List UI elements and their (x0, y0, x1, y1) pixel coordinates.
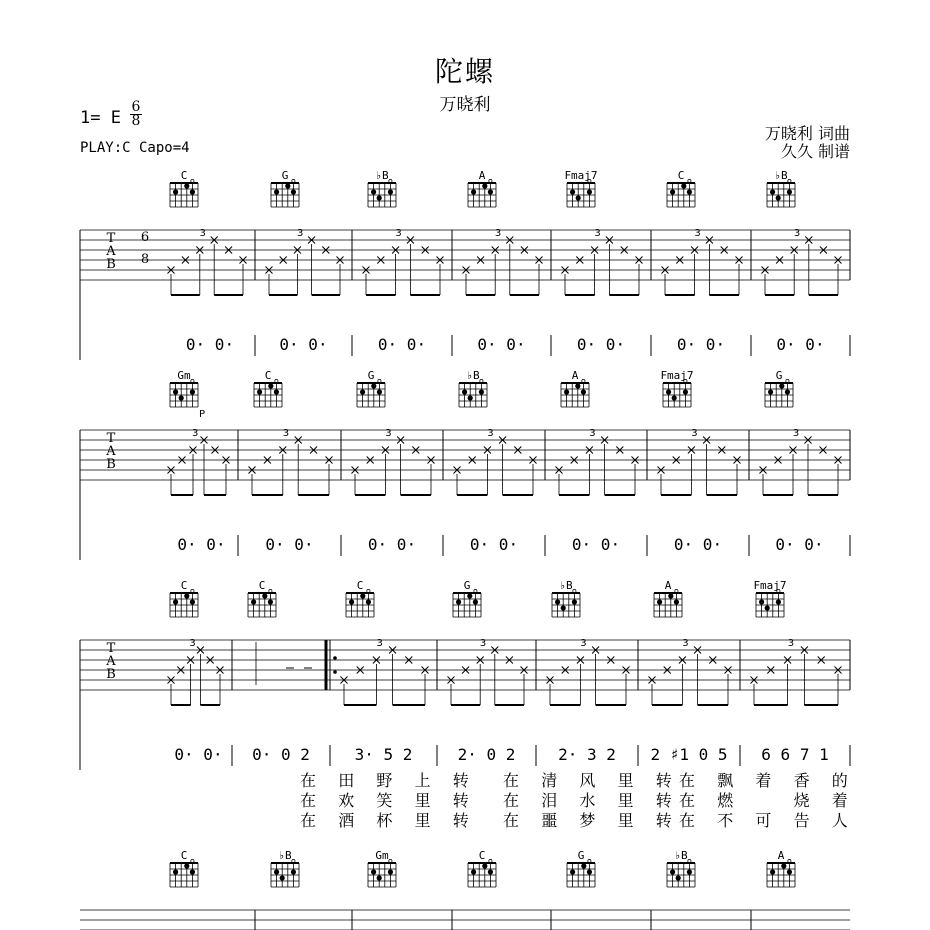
chord-diagram (567, 849, 595, 887)
finger-dot (349, 599, 354, 604)
fret-number: 3 (395, 228, 402, 239)
finger-dot (672, 395, 677, 400)
tab-letter: B (106, 457, 116, 472)
finger-dot (787, 869, 792, 874)
lyric-char: 在 (502, 791, 520, 810)
lyric-char: 着 (831, 791, 848, 810)
finger-dot (471, 189, 476, 194)
finger-dot (184, 863, 189, 868)
score-row (80, 169, 850, 360)
chord-diagram (765, 369, 793, 407)
capo-info: PLAY:C Capo=4 (80, 140, 190, 156)
fret-number: 3 (691, 428, 698, 439)
finger-dot (488, 189, 493, 194)
lyric-char: 在 (299, 791, 317, 810)
tab-letter: T (106, 641, 116, 656)
finger-dot (262, 593, 267, 598)
jianpu-measure: 0· 0· (477, 335, 526, 354)
finger-dot (388, 189, 393, 194)
lyric-char: 转 (655, 771, 672, 790)
finger-dot (473, 599, 478, 604)
chord-name: ♭B (375, 169, 389, 182)
finger-dot (173, 389, 178, 394)
finger-dot (360, 389, 365, 394)
chord-name: C (180, 579, 188, 592)
repeat-dot (333, 656, 337, 660)
finger-dot (781, 863, 786, 868)
pull-off-label: P (198, 409, 206, 420)
finger-dot (377, 195, 382, 200)
fret-number: 3 (192, 428, 199, 439)
chord-diagram (753, 579, 786, 617)
lyric-char: 转 (655, 791, 672, 810)
lyric-char: 笑 (376, 791, 393, 810)
fret-number: 3 (479, 638, 487, 649)
fret-number: 3 (282, 428, 290, 439)
chord-name: ♭B (674, 849, 688, 862)
finger-dot (456, 599, 461, 604)
finger-dot (371, 383, 376, 388)
finger-dot (687, 869, 692, 874)
finger-dot (581, 389, 586, 394)
lyric-char: 在 (299, 811, 317, 830)
fret-number: 3 (385, 428, 392, 439)
finger-dot (561, 605, 566, 610)
chord-diagram (459, 369, 487, 407)
tab-timesig-top: 6 (140, 230, 150, 245)
chord-diagram (767, 849, 795, 887)
jianpu-measure: 0· 0· (377, 335, 427, 354)
jianpu-measure: 6 6 7 1 (761, 745, 829, 764)
fret-number: 3 (297, 228, 304, 239)
jianpu-measure: 2· 3 2 (558, 745, 616, 764)
fret-number: 3 (494, 228, 502, 239)
finger-dot (670, 869, 675, 874)
lyric-char: 香 (793, 771, 810, 790)
chord-diagram (357, 369, 385, 407)
lyric-char: 梦 (579, 811, 596, 830)
lyric-char: 在 (502, 771, 520, 790)
finger-dot (268, 599, 273, 604)
fret-number: 3 (787, 638, 795, 649)
finger-dot (173, 189, 178, 194)
chord-diagram (368, 849, 396, 887)
jianpu-measure: 0· 0· (469, 535, 519, 554)
chord-diagram (170, 579, 198, 617)
jianpu-measure: 0· 0· (676, 335, 726, 354)
lyric-char: 在 (678, 811, 696, 830)
fret-number: 3 (792, 428, 800, 439)
tab-letter: T (106, 431, 116, 446)
lyric-char: 水 (579, 791, 596, 810)
finger-dot (576, 195, 581, 200)
fret-number: 3 (199, 228, 206, 239)
chord-diagram (561, 369, 589, 407)
chord-diagram (170, 369, 198, 407)
chord-diagram (271, 849, 299, 887)
lyric-char: 田 (338, 771, 355, 790)
fret-number: 3 (189, 638, 196, 649)
jianpu-measure: 0· 0· (367, 535, 417, 554)
chord-diagram (468, 849, 496, 887)
chord-name: G (463, 579, 471, 592)
finger-dot (251, 599, 256, 604)
finger-dot (770, 189, 775, 194)
tab-letter: A (106, 244, 116, 259)
chord-diagram (453, 579, 481, 617)
chord-diagram (552, 579, 580, 617)
finger-dot (268, 383, 273, 388)
fret-number: 3 (589, 428, 596, 439)
chord-name: ♭B (559, 579, 573, 592)
tab-timesig-bottom: 8 (140, 252, 150, 267)
lyric-char: 在 (678, 791, 696, 810)
jianpu-measure: 2· 0 2 (457, 745, 516, 764)
chord-name: A (777, 849, 785, 862)
chord-name: G (367, 369, 375, 382)
finger-dot (687, 189, 692, 194)
tab-letter: A (106, 654, 116, 669)
finger-dot (776, 195, 781, 200)
finger-dot (173, 599, 178, 604)
lyric-char: 风 (579, 771, 596, 790)
lyric-char: 转 (452, 791, 469, 810)
jianpu-measure: 0· 0· (177, 535, 226, 554)
fret-number: 3 (682, 638, 689, 649)
chord-diagram (564, 169, 597, 207)
jianpu-measure: 0· 0 2 (252, 745, 310, 764)
finger-dot (570, 189, 575, 194)
finger-dot (779, 383, 784, 388)
finger-dot (291, 189, 296, 194)
finger-dot (570, 869, 575, 874)
lyric-char: 可 (755, 811, 772, 830)
lyric-char: 清 (541, 771, 558, 790)
finger-dot (765, 605, 770, 610)
fret-number: 3 (594, 228, 601, 239)
chord-diagram (654, 579, 682, 617)
chord-name: Fmaj7 (753, 579, 787, 592)
tab-letter: A (106, 444, 116, 459)
finger-dot (657, 599, 662, 604)
lyric-char: 烧 (793, 791, 810, 810)
lyric-char: 的 (831, 771, 848, 790)
finger-dot (587, 189, 592, 194)
finger-dot (482, 183, 487, 188)
finger-dot (787, 189, 792, 194)
lyric-char: 泪 (541, 791, 558, 810)
finger-dot (190, 189, 195, 194)
finger-dot (768, 389, 773, 394)
chord-diagram (368, 169, 396, 207)
finger-dot (785, 389, 790, 394)
finger-dot (467, 593, 472, 598)
lyric-char: 里 (617, 811, 634, 830)
lyric-char: 在 (299, 771, 317, 790)
jianpu-measure: 0· 0· (576, 335, 626, 354)
chord-diagram (667, 169, 695, 207)
chord-name: A (478, 169, 486, 182)
chord-name: C (264, 369, 272, 382)
lyric-char: 转 (452, 811, 469, 830)
lyric-char: 告 (793, 811, 810, 830)
chord-diagram (170, 169, 198, 207)
chord-name: C (478, 849, 486, 862)
finger-dot (471, 869, 476, 874)
score-row (80, 849, 850, 930)
chord-diagram (667, 849, 695, 887)
finger-dot (179, 395, 184, 400)
finger-dot (770, 869, 775, 874)
finger-dot (366, 599, 371, 604)
finger-dot (285, 183, 290, 188)
finger-dot (360, 593, 365, 598)
finger-dot (371, 189, 376, 194)
finger-dot (666, 389, 671, 394)
song-title: 陀螺 (434, 55, 495, 88)
finger-dot (377, 389, 382, 394)
jianpu-measure: 0· 0· (265, 535, 314, 554)
finger-dot (683, 389, 688, 394)
finger-dot (184, 593, 189, 598)
finger-dot (371, 869, 376, 874)
lyric-char: 野 (376, 771, 393, 790)
lyric-char: 转 (655, 811, 672, 830)
chord-diagram (767, 169, 795, 207)
finger-dot (190, 599, 195, 604)
lyric-char: 不 (717, 811, 734, 830)
lyric-char: 在 (502, 811, 520, 830)
lyric-char: 杯 (376, 811, 393, 830)
finger-dot (674, 599, 679, 604)
chord-diagram (254, 369, 282, 407)
chord-name: Gm (375, 849, 389, 862)
tab-letter: B (106, 667, 116, 682)
chord-name: C (356, 579, 364, 592)
finger-dot (564, 389, 569, 394)
lyric-char: 人 (831, 811, 848, 830)
chord-name: A (664, 579, 672, 592)
lyric-char: 着 (755, 771, 772, 790)
time-signature-bottom: 8 (131, 113, 141, 129)
finger-dot (291, 869, 296, 874)
jianpu-measure: 0· 0· (571, 535, 621, 554)
chord-name: G (577, 849, 585, 862)
tab-letter: T (106, 231, 116, 246)
jianpu-measure: 0· 0· (174, 745, 223, 764)
lyric-char: 里 (414, 811, 431, 830)
credit-lyrics-music: 万晓利 词曲 (764, 124, 850, 143)
finger-dot (190, 869, 195, 874)
chord-name: ♭B (278, 849, 292, 862)
fret-number: 3 (376, 638, 383, 649)
chord-diagram (271, 169, 299, 207)
chord-name: G (281, 169, 289, 182)
lyric-char: 欢 (338, 791, 355, 810)
jianpu-measure: 2 ♯1 0 5 (650, 745, 728, 764)
repeat-dot (333, 670, 337, 674)
fret-number: 3 (580, 638, 587, 649)
finger-dot (759, 599, 764, 604)
finger-dot (377, 875, 382, 880)
score-row (80, 579, 850, 830)
chord-name: A (571, 369, 579, 382)
finger-dot (488, 869, 493, 874)
finger-dot (479, 389, 484, 394)
chord-diagram (468, 169, 496, 207)
finger-dot (572, 599, 577, 604)
chord-name: C (180, 169, 188, 182)
fret-number: 3 (694, 228, 701, 239)
finger-dot (776, 599, 781, 604)
finger-dot (274, 389, 279, 394)
credit-transcriber: 久久 制谱 (780, 142, 850, 161)
chord-name: C (180, 849, 188, 862)
song-artist: 万晓利 (439, 95, 491, 115)
lyric-char: 上 (414, 771, 431, 790)
finger-dot (388, 869, 393, 874)
finger-dot (555, 599, 560, 604)
finger-dot (468, 395, 473, 400)
finger-dot (274, 189, 279, 194)
finger-dot (681, 183, 686, 188)
lyric-char: 飘 (717, 771, 734, 790)
chord-diagram (248, 579, 276, 617)
chord-name: G (775, 369, 783, 382)
jianpu-measure: 0· 0· (279, 335, 328, 354)
chord-diagram (170, 849, 198, 887)
finger-dot (190, 389, 195, 394)
finger-dot (462, 389, 467, 394)
finger-dot (173, 869, 178, 874)
chord-diagram (346, 579, 374, 617)
time-signature-top: 6 (131, 99, 141, 115)
jianpu-measure: 3· 5 2 (354, 745, 413, 764)
finger-dot (676, 875, 681, 880)
key-signature: 1= E (80, 108, 121, 128)
chord-name: Gm (177, 369, 191, 382)
finger-dot (257, 389, 262, 394)
chord-name: C (677, 169, 685, 182)
lyric-char: 噩 (541, 811, 558, 830)
finger-dot (274, 869, 279, 874)
fret-number: 3 (487, 428, 494, 439)
chord-name: Fmaj7 (564, 169, 598, 182)
lyric-char: 里 (617, 771, 634, 790)
finger-dot (575, 383, 580, 388)
jianpu-measure: 0· 0· (673, 535, 723, 554)
score-row (80, 369, 850, 560)
finger-dot (668, 593, 673, 598)
chord-name: C (258, 579, 266, 592)
fret-number: 3 (793, 228, 801, 239)
lyric-char: 里 (617, 791, 634, 810)
lyric-char: 酒 (338, 811, 355, 830)
finger-dot (482, 863, 487, 868)
finger-dot (280, 875, 285, 880)
lyric-char: 燃 (717, 791, 734, 810)
chord-diagram (660, 369, 693, 407)
chord-name: ♭B (774, 169, 788, 182)
lyric-char: 在 (678, 771, 696, 790)
finger-dot (581, 863, 586, 868)
finger-dot (670, 189, 675, 194)
jianpu-measure: 0· 0· (776, 335, 825, 354)
chord-name: Fmaj7 (660, 369, 694, 382)
finger-dot (587, 869, 592, 874)
chord-name: ♭B (466, 369, 480, 382)
tab-letter: B (106, 257, 116, 272)
lyric-char: 里 (414, 791, 431, 810)
finger-dot (184, 183, 189, 188)
lyric-char: 转 (452, 771, 469, 790)
jianpu-measure: 0· 0· (775, 535, 824, 554)
jianpu-measure: 0· 0· (185, 335, 235, 354)
